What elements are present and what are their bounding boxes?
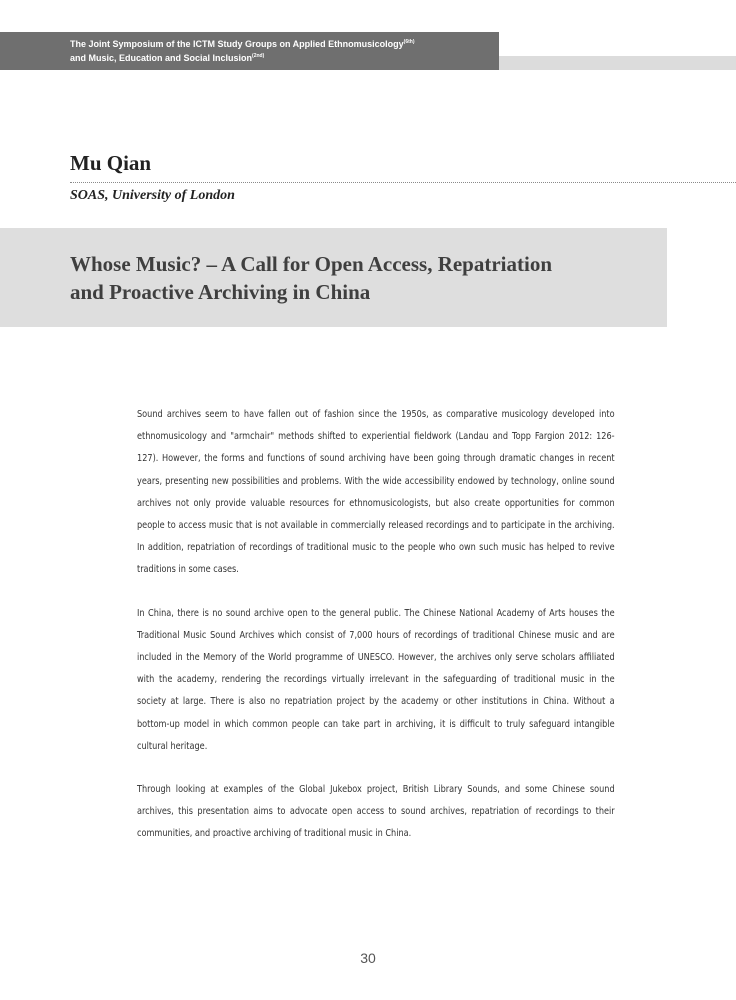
paper-title xyxy=(70,250,630,306)
running-header-line-1: The Joint Symposium of the ICTM Study Groups on Applied Ethnomusicology$^{(6th)}$ xyxy=(70,39,415,49)
abstract-paragraph-1: Sound archives seem to have fallen out of fashion since the 1950s, as comparative musicology developed into ethnomusicology and "armchair" methods shifted to experiential fieldwork (Landau and Topp Fargion 2012: 126-127). However, the forms and functions of sound archiving have been going through dramatic changes in recent years, presenting new possibilities and problems. With the wide accessibility endowed by technology, online sound archives not only provide valuable resources for ethnomusicologists, but also create opportunities for common people to access music that is not available in commercially released recordings and to participate in the archiving. In addition, repatriation of recordings of traditional music to the people who own such music has helped to revive traditions in some cases. xyxy=(137,409,615,576)
page-number: 30 xyxy=(360,950,376,966)
author-name: Mu Qian xyxy=(70,151,152,175)
abstract-paragraph-2: In China, there is no sound archive open to the general public. The Chinese National Academy of Arts houses the Traditional Music Sound Archives which consist of 7,000 hours of recordings of traditional Chinese music and are included in the Memory of the World programme of UNESCO. However, the archives only serve scholars affiliated with the academy, rendering the recordings virtually irrelevant in the safeguarding of traditional music in the society at large. There is also no repatriation project by the academy or other institutions in China. Without a bottom-up model in which common people can take part in archiving, it is difficult to truly safeguard intangible cultural heritage. xyxy=(137,607,615,752)
author-affiliation: SOAS, University of London xyxy=(70,188,235,203)
running-header xyxy=(70,37,490,65)
paper-title-line-1: Whose Music? – A Call for Open Access, Repatriation xyxy=(70,252,553,276)
running-header-line-2: and Music, Education and Social Inclusion$^{(2nd)}$ xyxy=(70,53,265,63)
paper-title-line-2: and Proactive Archiving in China xyxy=(70,280,371,304)
abstract-paragraph-3: Through looking at examples of the Global Jukebox project, British Library Sounds, and some Chinese sound archives, this presentation aims to advocate open access to sound archives, repatriation of recordings to their communities, and proactive archiving of traditional music in China. xyxy=(137,784,615,840)
abstract xyxy=(137,404,615,867)
dotted-divider xyxy=(70,182,736,183)
